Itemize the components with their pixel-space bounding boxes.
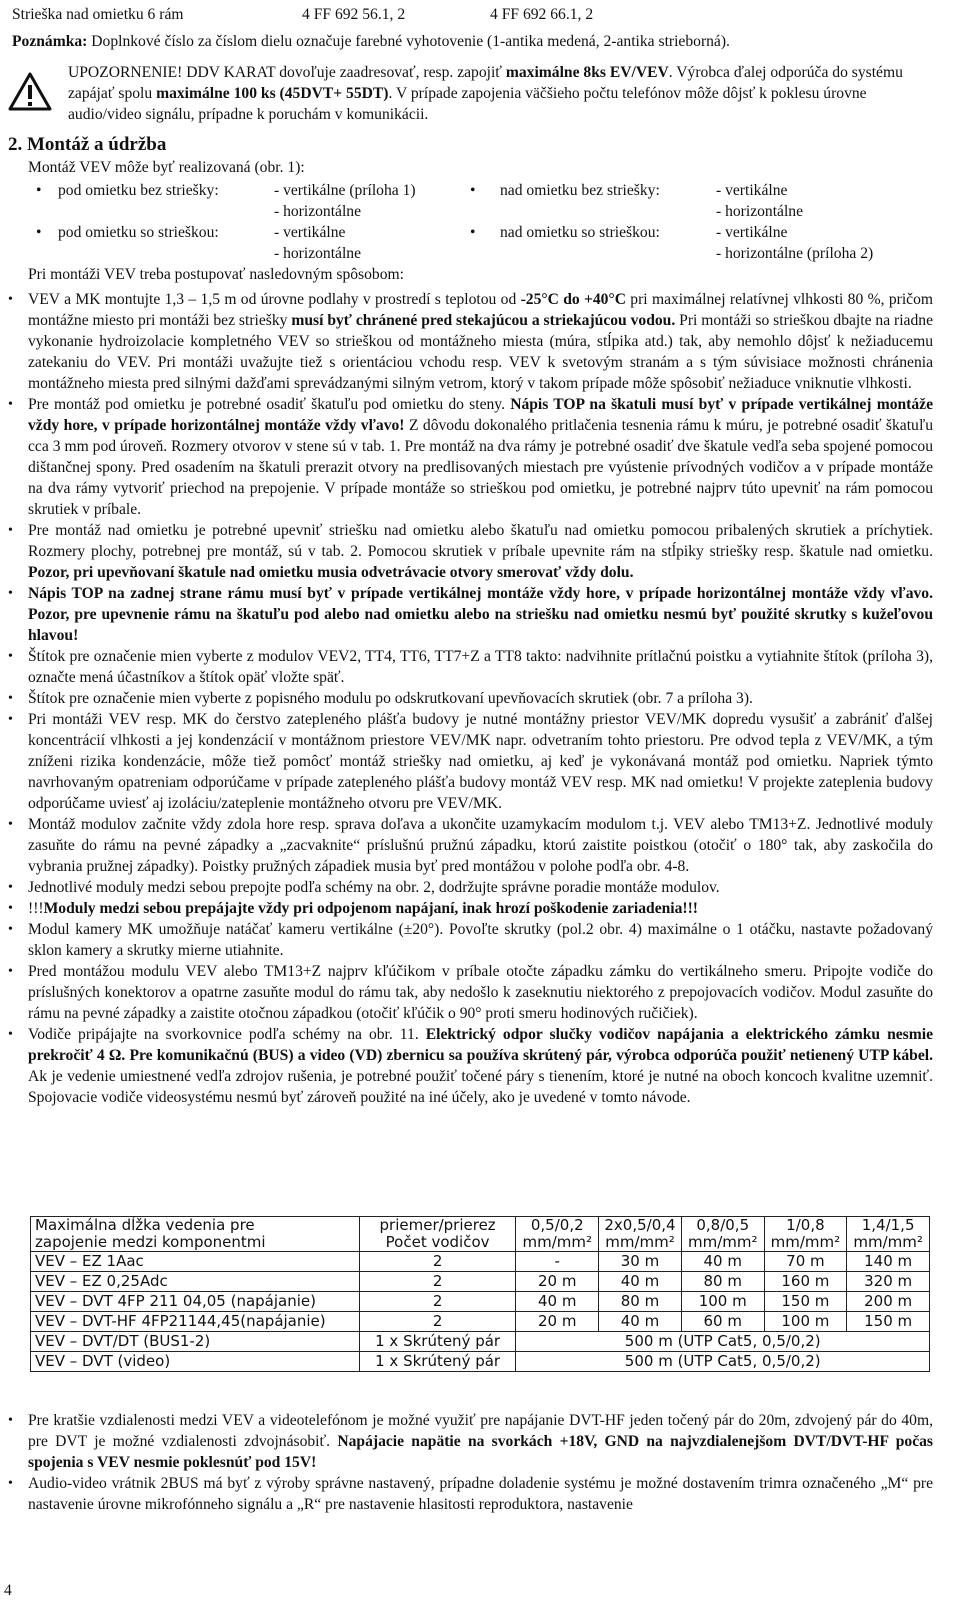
- table-header-label: Maximálna dĺžka vedenia pre zapojenie medzi komponentmi: [31, 1217, 360, 1252]
- bullet-icon: •: [8, 817, 13, 832]
- bullet-icon: •: [8, 649, 13, 664]
- bullet-icon: •: [8, 523, 13, 538]
- bullet-icon: •: [8, 397, 13, 412]
- bullet-icon: •: [36, 224, 42, 241]
- mount-type: nad omietku bez striešky:: [500, 182, 660, 199]
- table-header-col: 2x0,5/0,4 mm/mm²: [599, 1217, 682, 1252]
- section-title: 2. Montáž a údržba: [8, 134, 167, 155]
- list-item: • Pre kratšie vzdialenosti medzi VEV a videotelefónom je možné využiť pre napájanie DVT-HF jeden točený pár do 20m, zdvojený pár do 40m, pre DVT je možné vzdialenosti zdvojnásobiť. Napájacie napätie na svorkách +18V, GND na najvzdialenejšom DVT/DVT-HF počas spojenia s VEV nesmie poklesnúť pod 15V!: [8, 1412, 933, 1471]
- mount-type: nad omietku so strieškou:: [500, 224, 660, 241]
- warning-text-2: . Výrobca ďalej odporúča do systému zapájať spolu: [68, 64, 903, 102]
- table-header-col: 1/0,8 mm/mm²: [764, 1217, 847, 1252]
- mount-row: [36, 222, 926, 243]
- cable-length-table: [30, 1216, 930, 1372]
- list-item: • Montáž modulov začnite vždy zdola hore resp. sprava doľava a ukončite uzamykacím modulom t.j. VEV alebo TM13+Z. Jednotlivé moduly zasuňte do rámu na pevné západky a „zacvaknite“ príslušnú pružnú západku, ktorú zaistite poistkou (otočiť o 180° tak, aby zaskočila do vybrania pružnej západky). Poistky pružných západiek musia byť pred montážou v polohe podľa obr. 4-8.: [8, 816, 933, 875]
- bullet-icon: •: [470, 182, 476, 199]
- mount-orientation: - vertikálne: [274, 224, 346, 241]
- mount-orientation: - horizontálne: [274, 245, 362, 262]
- bullet-icon: •: [8, 901, 13, 916]
- mount-row: [36, 180, 926, 201]
- note-paragraph: [12, 31, 932, 52]
- mount-row: [36, 243, 926, 264]
- section-subtitle: Montáž VEV môže byť realizovaná (obr. 1):: [28, 159, 305, 176]
- mount-type: [500, 201, 716, 222]
- list-item: • VEV a MK montujte 1,3 – 1,5 m od úrovne podlahy v prostredí s teplotou od -25°C do +40°C pri maximálnej relatívnej vlhkosti 80 %, pričom montážne miesto pri montáži bez striešky musí byť chránené pred stekajúcou a striekajúcou vodou. Pri montáži so strieškou dbajte na riadne vykonanie hydroizolacie kompletného VEV so strieškou od montážneho miesta (múra, stĺpika atd.) tak, aby nemohlo dôjsť k nežiaducemu zatekaniu do VEV. Pri montáži uvažujte tiež s orientáciou vchodu resp. VEV k svetovým stranám a s tým súvisiace možnosti chránenia montážneho miesta pred silnými dažďami sprevádzanými silným vetrom, ktorý v takom prípade môže spôsobiť nežiaduce vniknutie vlhkosti.: [8, 291, 933, 392]
- table-header-count: priemer/prierez Počet vodičov: [359, 1217, 516, 1252]
- warning-text: [68, 62, 933, 125]
- mount-type: [58, 201, 274, 222]
- list-item: • Vodiče pripájajte na svorkovnice podľa schémy na obr. 11. Elektrický odpor slučky vodičov napájania a elektrického zámku nesmie prekročiť 4 Ω. Pre komunikačnú (BUS) a video (VD) zbernicu sa používa skrútený pár, výrobca odporúča použiť netienený UTP kábel. Ak je vedenie umiestnené vedľa zdrojov rušenia, je potrebné použiť točené páry s tienením, ktoré je nutné na oboch koncoch kvalitne uzemniť. Spojovacie vodiče videosystému nesmú byť zároveň použité na iné účely, ako je uvedené v tomto návode.: [8, 1026, 933, 1106]
- mount-row: [36, 201, 926, 222]
- table-header-col: 0,8/0,5 mm/mm²: [681, 1217, 764, 1252]
- bullet-icon: •: [8, 964, 13, 979]
- warning-text-bold-1: maximálne 8ks EV/VEV: [505, 64, 669, 81]
- note-text: Doplnkové číslo za číslom dielu označuje farebné vyhotovenie (1-antika medená, 2-antika strieborná).: [87, 33, 730, 50]
- list-item: • Audio-video vrátnik 2BUS má byť z výroby správne nastavený, prípadne doladenie systému je možné dostavením trimra označeného „M“ pre nastavenie úrovne mikrofónneho signálu a „R“ pre nastavenie hlasitosti reproduktora, nastavenie: [8, 1475, 933, 1513]
- mounting-options: [36, 180, 926, 264]
- mount-orientation: - vertikálne (príloha 1): [274, 182, 416, 199]
- table-row: VEV – EZ 1Aac 2 - 30 m 40 m 70 m 140 m: [31, 1252, 930, 1272]
- bullet-icon: •: [8, 712, 13, 727]
- list-item: • Pred montážou modulu VEV alebo TM13+Z najprv kľúčikom v príbale otočte západku zámku do vertikálneho smeru. Pripojte vodiče do príslušných konektorov a opatrne zasuňte modul do rámu tak, aby nedošlo k zaseknutiu niektorého z prepojovacích vodičov. Modul zasuňte do rámu na pevné západky a zaistite otočnou západkou (otočiť kľúčik o 90° proti smeru hodinových ručičiek).: [8, 963, 933, 1022]
- page-number: 4: [4, 1582, 12, 1599]
- instruction-list-continued: [8, 1410, 933, 1515]
- warning-block: [8, 62, 933, 125]
- mount-orientation: - horizontálne (príloha 2): [716, 245, 874, 262]
- list-item: • Modul kamery MK umožňuje natáčať kameru vertikálne (±20°). Povoľte skrutky (pol.2 obr. 4) maximálne o 1 otáčku, nastavte požadovaný sklon kamery a skrutky mierne utiahnite.: [8, 921, 933, 959]
- procedure-intro: Pri montáži VEV treba postupovať nasledovným spôsobom:: [28, 266, 404, 283]
- bullet-icon: •: [8, 691, 13, 706]
- table-row: VEV – DVT (video) 1 x Skrútený pár 500 m (UTP Cat5, 0,5/0,2): [31, 1352, 930, 1372]
- table-row: VEV – DVT/DT (BUS1-2) 1 x Skrútený pár 500 m (UTP Cat5, 0,5/0,2): [31, 1332, 930, 1352]
- mount-type: [500, 243, 716, 264]
- mount-orientation: - horizontálne: [716, 203, 804, 220]
- list-item: • Pre montáž nad omietku je potrebné upevniť striešku nad omietku alebo škatuľu nad omietku pomocou pribalených skrutiek a príchytiek. Rozmery plochy, potrebnej pre montáž, sú v tab. 2. Pomocou skrutiek v príbale upevnite rám na stĺpiky striešky resp. škatule nad omietku. Pozor, pri upevňovaní škatule nad omietku musia odvetrávacie otvory smerovať vždy dolu.: [8, 522, 933, 581]
- list-item: • Pre montáž pod omietku je potrebné osadiť škatuľu pod omietku do steny. Nápis TOP na škatuli musí byť v prípade vertikálnej montáže vždy hore, v prípade horizontálnej montáže vždy vľavo! Z dôvodu dokonalého pritlačenia tesnenia rámu k múru, je potrebné osadiť škatuľu cca 3 mm pod úroveň. Rozmery otvorov v stene sú v tab. 1. Pre montáž na dva rámy je potrebné osadiť dve škatule vedľa seba spojené pomocou dištančnej spony. Pred osadením na škatuli prerazit otvory na predlisovaných miestach pre vyústenie prívodných vodičov a v prípade montáže na dva rámy vytvoriť priechod na prepojenie. V prípade montáže so strieškou pod omietku, je potrebné najprv túto upevniť na rám pomocou skrutiek v príbale.: [8, 396, 934, 518]
- list-item: • Nápis TOP na zadnej strane rámu musí byť v prípade vertikálnej montáže vždy hore, v prípade horizontálnej montáže vždy vľavo. Pozor, pre upevnenie rámu na škatuľu pod alebo nad omietku alebo na striešku nad omietku nesmú byť použité skrutky s kužeľovou hlavou!: [8, 585, 933, 644]
- warning-text-3: . V prípade zapojenia väčšieho počtu telefónov môže dôjsť k poklesu úrovne audio/video signálu, prípadne k poruchám v komunikácii.: [68, 85, 867, 123]
- mount-type: [58, 243, 274, 264]
- bullet-icon: •: [8, 1476, 13, 1491]
- list-item: • Jednotlivé moduly medzi sebou prepojte podľa schémy na obr. 2, dodržujte správne poradie montáže modulov.: [8, 879, 720, 896]
- table-header-col: 0,5/0,2 mm/mm²: [516, 1217, 599, 1252]
- mount-orientation: - horizontálne: [274, 203, 362, 220]
- mount-orientation: - vertikálne: [716, 182, 788, 199]
- warning-text-1: UPOZORNENIE! DDV KARAT dovoľuje zaadresovať, resp. zapojiť: [68, 64, 506, 81]
- table-row: VEV – DVT 4FP 211 04,05 (napájanie) 2 40 m 80 m 100 m 150 m 200 m: [31, 1292, 930, 1312]
- part-number-1: 4 FF 692 56.1, 2: [302, 6, 406, 23]
- part-name: Strieška nad omietku 6 rám: [12, 6, 184, 23]
- bullet-icon: •: [36, 182, 42, 199]
- list-item: • Štítok pre označenie mien vyberte z modulov VEV2, TT4, TT6, TT7+Z a TT8 takto: nadvihnite prítlačnú poistku a vytiahnite štítok (príloha 3), označte mená účastníkov a štítok opäť vložte späť.: [8, 648, 933, 686]
- part-number-2: 4 FF 692 66.1, 2: [490, 6, 594, 23]
- table-header-col: 1,4/1,5 mm/mm²: [847, 1217, 930, 1252]
- note-label: Poznámka:: [12, 33, 88, 50]
- mount-type: pod omietku so strieškou:: [58, 224, 219, 241]
- table-row: VEV – DVT-HF 4FP21144,45(napájanie) 2 20 m 40 m 60 m 100 m 150 m: [31, 1312, 930, 1332]
- table-row: VEV – EZ 0,25Adc 2 20 m 40 m 80 m 160 m 320 m: [31, 1272, 930, 1292]
- warning-text-bold-2: maximálne 100 ks (45DVT+ 55DT): [156, 85, 389, 102]
- list-item: • !!!Moduly medzi sebou prepájajte vždy pri odpojenom napájaní, inak hrozí poškodenie zariadenia!!!: [8, 900, 698, 917]
- bullet-icon: •: [8, 586, 13, 601]
- warning-triangle-icon: [8, 62, 68, 125]
- mount-type: pod omietku bez striešky:: [58, 182, 219, 199]
- bullet-icon: •: [8, 922, 13, 937]
- table-header-row: [31, 1217, 930, 1252]
- list-item: • Pri montáži VEV resp. MK do čerstvo zatepleného plášťa budovy je nutné montážny priestor VEV/MK dopredu vysušiť a zabrániť ďalšej koncentrácií vlhkosti a jej kondenzácií v montážnom priestore VEV/MK napr. odvetraním tohto priestoru. Pre odvod tepla z VEV/MK, a tým zníženi rizika kondenzácie, môže tiež pomôcť montáž striešky nad omietku, aj keď je vykonávaná montáž pod omietku. Napriek týmto navrhovaným opatreniam odporúčame v prípade zatepleného plášťa budovy montáž VEV resp. MK nad omietku! V projekte zateplenia budovy odporúčame uviesť aj izoláciu/zateplenie montážneho otvoru pre VEV/MK.: [8, 711, 933, 812]
- bullet-icon: •: [8, 292, 13, 307]
- bullet-icon: •: [470, 224, 476, 241]
- bullet-icon: •: [8, 880, 13, 895]
- bullet-icon: •: [8, 1413, 13, 1428]
- part-row: [12, 4, 932, 25]
- bullet-icon: •: [8, 1027, 13, 1042]
- mount-orientation: - vertikálne: [716, 224, 788, 241]
- list-item: • Štítok pre označenie mien vyberte z popisného modulu po odskrutkovaní upevňovacích skrutiek (obr. 7 a príloha 3).: [8, 690, 753, 707]
- instruction-list: [8, 289, 933, 1108]
